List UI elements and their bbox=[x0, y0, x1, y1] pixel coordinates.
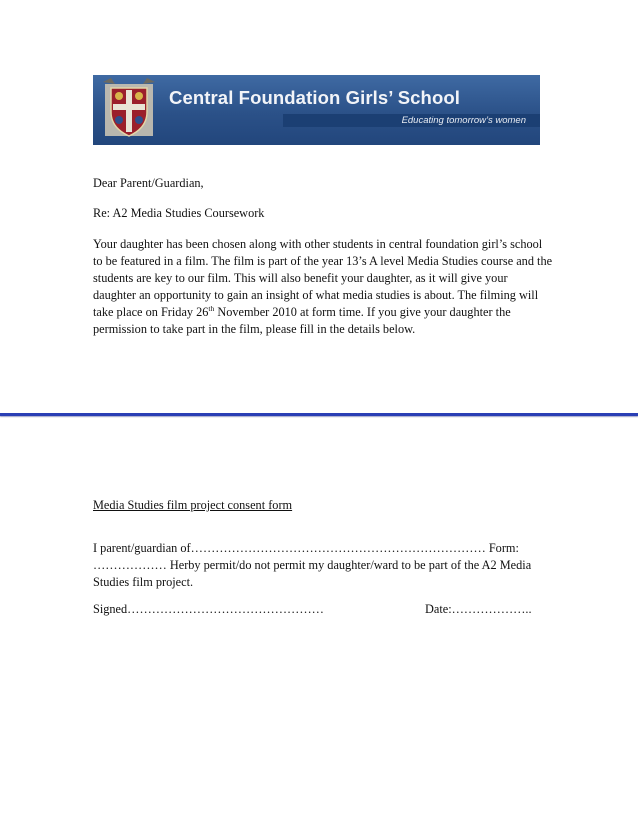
section-divider bbox=[0, 413, 638, 416]
letter-body bbox=[93, 236, 553, 338]
school-name: Central Foundation Girls’ School bbox=[169, 87, 460, 108]
letter-body-part1: Your daughter has been chosen along with other students in central foundation girl’s school to be featured in a film. The film is part of the year 13’s A level Media Studies course and the students are key to our film. This will also benefit your daughter, as it will give your daughter an opportunity to gain an insight of what media studies is about. The filming will take place on Friday 26 bbox=[93, 237, 553, 319]
school-crest-icon bbox=[101, 78, 157, 142]
consent-form-title: Media Studies film project consent form bbox=[93, 498, 293, 512]
letter-subject: Re: A2 Media Studies Coursework bbox=[93, 206, 265, 220]
school-header-banner bbox=[93, 75, 540, 145]
letter-body-part2: November 2010 at form time. If you give your daughter the permission to take part in the film, please fill in the details below. bbox=[93, 305, 511, 336]
letter-greeting: Dear Parent/Guardian, bbox=[93, 176, 204, 190]
tagline-bar bbox=[283, 114, 540, 127]
date-ordinal-suffix: th bbox=[208, 303, 215, 313]
school-tagline: Educating tomorrow’s women bbox=[401, 115, 526, 126]
consent-statement: I parent/guardian of……………………………………………………………… Form: ……………… Herby permit/do not permit my daughter/ward to be part of the A2 Media Studies film project. bbox=[93, 541, 532, 589]
date-line: Date:……………….. bbox=[425, 602, 532, 616]
signature-line: Signed………………………………………… bbox=[93, 602, 324, 616]
